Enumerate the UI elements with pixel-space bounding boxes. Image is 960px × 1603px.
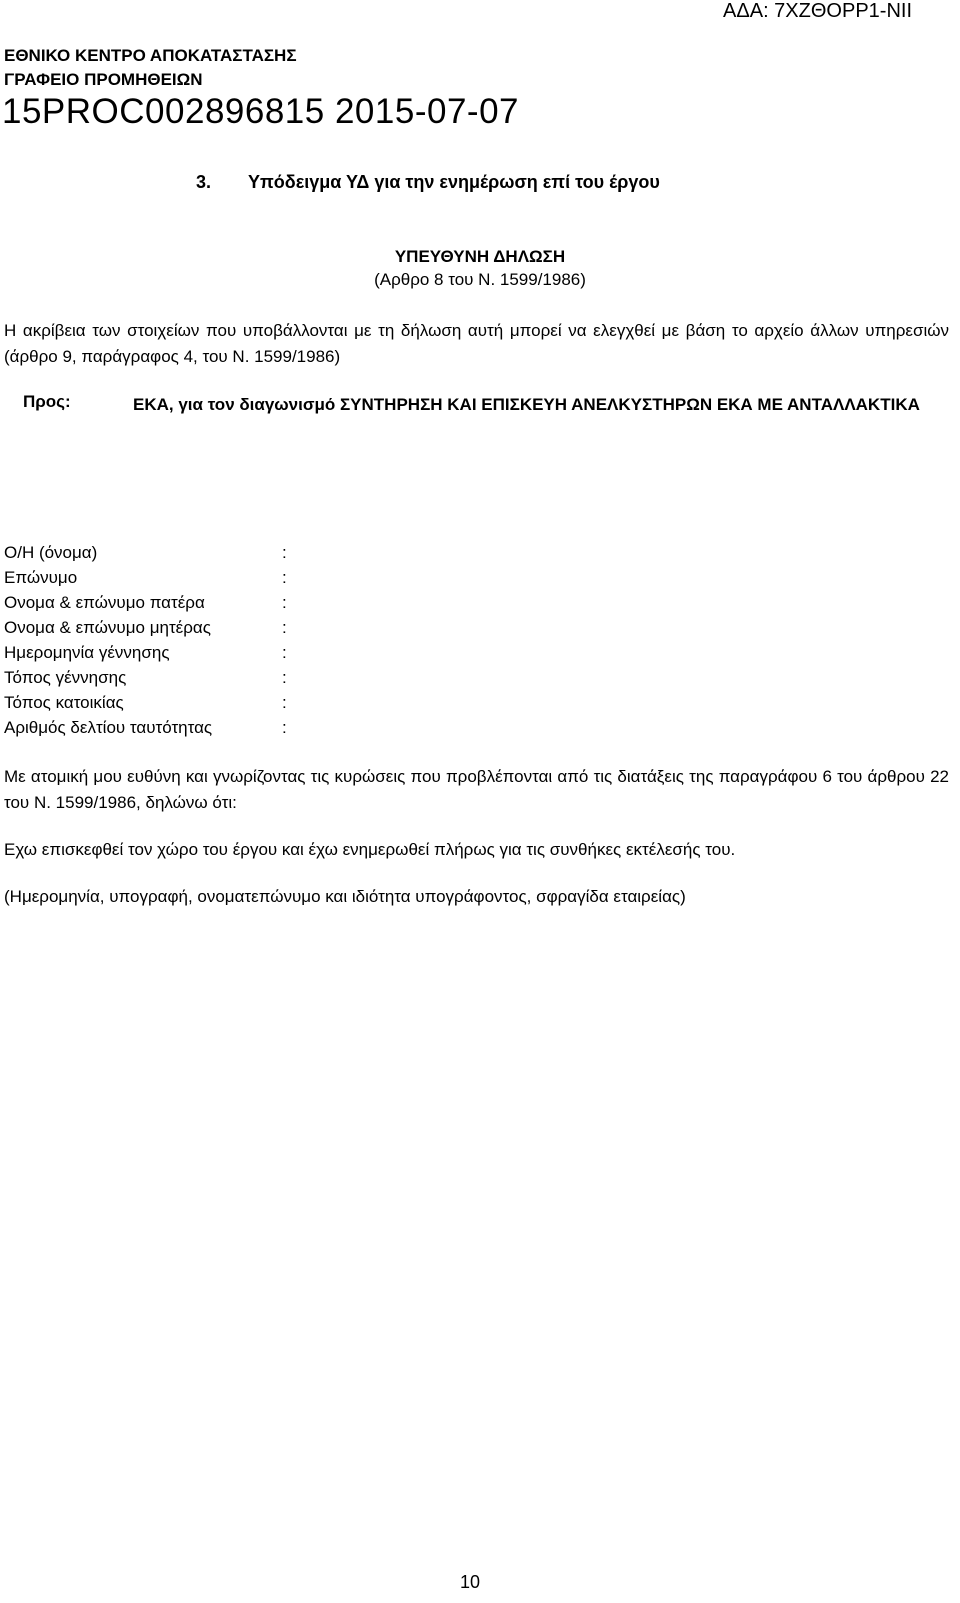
field-label: Ημερομηνία γέννησης	[4, 643, 170, 662]
page-number: 10	[459, 1572, 481, 1592]
recipient-text: ΕΚΑ, για τον διαγωνισμό ΣΥΝΤΗΡΗΣΗ ΚΑΙ ΕΠΙΣΚΕΥΗ ΑΝΕΛΚΥΣΤΗΡΩΝ ΕΚΑ ΜΕ ΑΝΤΑΛΛΑΚΤΙΚΑ	[133, 395, 920, 414]
recipient-label: Προς:	[23, 392, 71, 411]
field-row-father	[4, 590, 302, 615]
field-colon: :	[282, 643, 287, 662]
signature-note: (Ημερομηνία, υπογραφή, ονοματεπώνυμο και ιδιότητα υπογράφοντος, σφραγίδα εταιρείας)	[4, 887, 686, 906]
declaration-subtitle: (Αρθρο 8 του Ν. 1599/1986)	[374, 270, 586, 289]
field-row-surname	[4, 565, 302, 590]
section-heading	[196, 172, 660, 193]
field-row-id-number	[4, 715, 302, 740]
field-colon: :	[282, 668, 287, 687]
field-label: Ονομα & επώνυμο μητέρας	[4, 618, 211, 637]
field-row-residence	[4, 690, 302, 715]
field-label: Αριθμός δελτίου ταυτότητας	[4, 718, 213, 737]
field-colon: :	[282, 618, 287, 637]
declaration-title: ΥΠΕΥΘΥΝΗ ΔΗΛΩΣΗ	[394, 247, 566, 266]
site-visit-declaration: Εχω επισκεφθεί τον χώρο του έργου και έχω ενημερωθεί πλήρως για τις συνθήκες εκτέλεσής του.	[4, 840, 736, 859]
organization-name: ΕΘΝΙΚΟ ΚΕΝΤΡΟ ΑΠΟΚΑΤΑΣΤΑΣΗΣ	[4, 46, 297, 65]
declaration-intro: Η ακρίβεια των στοιχείων που υποβάλλονται με τη δήλωση αυτή μπορεί να ελεγχθεί με βάση το αρχείο άλλων υπηρεσιών (άρθρο 9, παράγραφος 4, του Ν. 1599/1986)	[4, 321, 949, 366]
section-title: Υπόδειγμα ΥΔ για την ενημέρωση επί του έργου	[248, 172, 660, 192]
field-row-birthplace	[4, 665, 302, 690]
field-colon: :	[282, 718, 287, 737]
field-label: Τόπος κατοικίας	[4, 693, 124, 712]
field-colon: :	[282, 568, 287, 587]
procurement-code: 15PROC002896815 2015-07-07	[2, 92, 519, 131]
field-colon: :	[282, 693, 287, 712]
field-row-mother	[4, 615, 302, 640]
department-name: ΓΡΑΦΕΙΟ ΠΡΟΜΗΘΕΙΩΝ	[4, 70, 203, 89]
field-colon: :	[282, 593, 287, 612]
field-label: Τόπος γέννησης	[4, 668, 127, 687]
personal-details-form	[4, 540, 302, 740]
field-row-name	[4, 540, 302, 565]
ada-code: ΑΔΑ: 7ΧΖΘΟΡΡ1-ΝΙΙ	[723, 0, 912, 22]
field-label: Ονομα & επώνυμο πατέρα	[4, 593, 205, 612]
liability-statement: Με ατομική μου ευθύνη και γνωρίζοντας τις κυρώσεις που προβλέπονται από τις διατάξεις της παραγράφου 6 του άρθρου 22 του Ν. 1599/1986, δηλώνω ότι:	[4, 767, 949, 812]
field-label: Ο/Η (όνομα)	[4, 543, 98, 562]
field-row-birthdate	[4, 640, 302, 665]
section-number: 3.	[196, 172, 212, 192]
field-colon: :	[282, 543, 287, 562]
field-label: Επώνυμο	[4, 568, 78, 587]
